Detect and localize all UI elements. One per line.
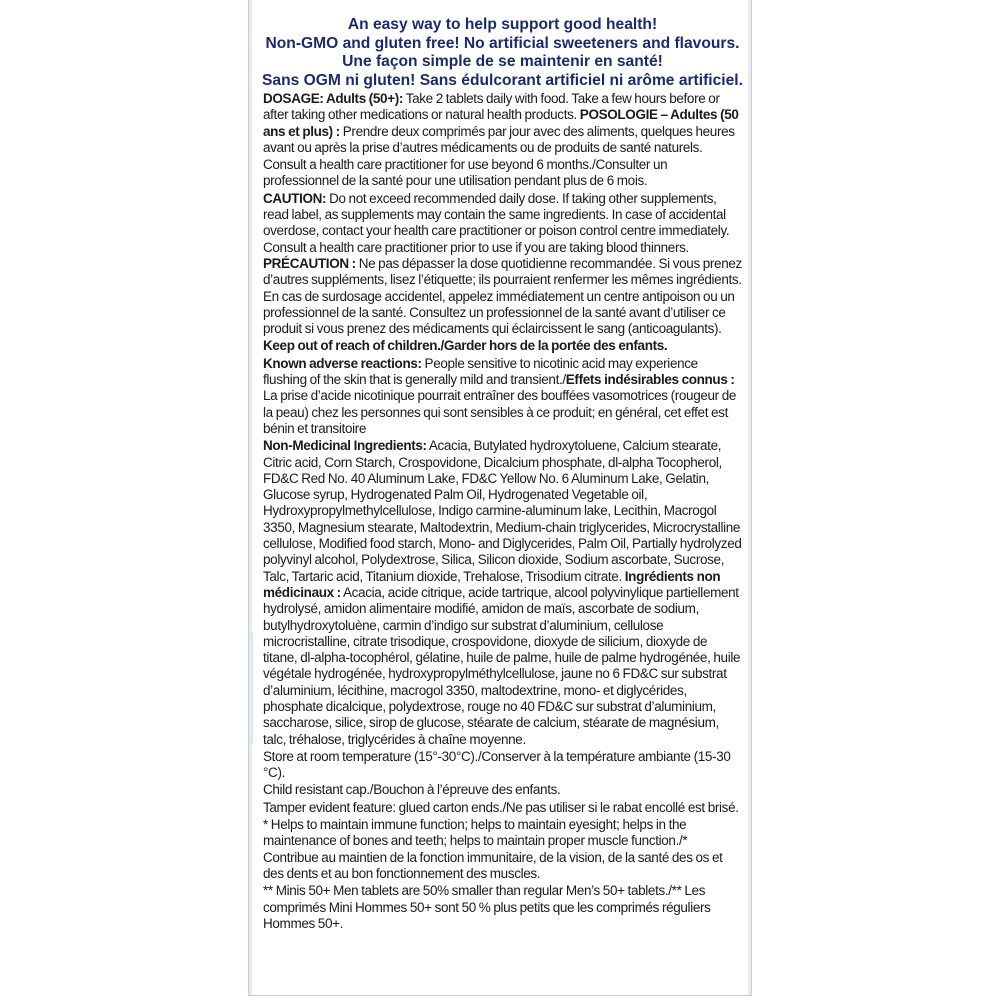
headline-fr-1: Une façon simple de se maintenir en santé!: [342, 53, 663, 70]
tamper-paragraph: Tamper evident feature: glued carton ends./Ne pas utiliser si le rabat encollé est brisé.: [263, 799, 739, 815]
caution-text-fr: Ne pas dépasser la dose quotidienne recommandée. Si vous prenez d’autres suppléments, lisez l’étiquette; ils pourraient renfermer les mêmes ingrédients. En cas de surdosage accidentel, appelez immédiatement un centre antipoison ou un professionnel de la santé. Consultez un professionnel de la santé avant d’utiliser ce produit si vous prenez des médicaments qui éclaircissent le sang (anticoagulants).: [263, 255, 742, 337]
ingredients-paragraph: [263, 438, 742, 748]
caution-text-en: Do not exceed recommended daily dose. If taking other supplements, read label, as supplements may contain the same ingredients. In case of accidental overdose, contact your health care practitioner or poison control centre immediately. Consult a health care practitioner prior to use if you are taking blood thinners.: [263, 190, 730, 255]
headline-en-2: Non-GMO and gluten free! No artificial sweeteners and flavours.: [265, 34, 740, 52]
panel-edge-mark: [251, 632, 253, 744]
adverse-text-en: People sensitive to nicotinic acid may experience flushing of the skin that is generally mild and transient./: [263, 355, 698, 388]
dosage-text-en: Take 2 tablets daily with food. Take a few hours before or after taking other medications or natural health products.: [263, 91, 720, 123]
label-panel: [248, 0, 752, 996]
headline-fr-2: Sans OGM ni gluten! Sans édulcorant artificiel ni arôme artificiel.: [262, 71, 743, 89]
caution-label-en: CAUTION:: [263, 190, 327, 206]
headline-en-1: An easy way to help support good health!: [347, 16, 658, 33]
storage-paragraph: Store at room temperature (15°-30°C)./Conserver à la température ambiante (15-30 °C).: [263, 748, 731, 781]
adverse-label-en: Known adverse reactions:: [263, 355, 422, 371]
keep-out-paragraph: [263, 338, 742, 354]
label-body: [263, 91, 742, 932]
footnote-2: ** Minis 50+ Men tablets are 50% smaller than regular Men’s 50+ tablets./** Les comprimés Mini Hommes 50+ sont 50 % plus petits que les comprimés réguliers Hommes 50+.: [263, 883, 711, 931]
panel-edge-right: [748, 0, 751, 995]
footnote-1: * Helps to maintain immune function; helps to maintain eyesight; helps in the maintenance of bones and teeth; helps to maintain proper muscle function./* Contribue au maintien de la fonction immunitaire, de la vision, de la santé des os et des dents et au bon fonctionnement des muscles.: [263, 817, 723, 881]
adverse-paragraph: [263, 356, 742, 437]
child-cap-paragraph: Child resistant cap./Bouchon à l’épreuve des enfants.: [263, 782, 561, 798]
panel-edge-left: [249, 0, 252, 995]
ingredients-label-fr: Ingrédients non médicinaux :: [263, 568, 721, 600]
ingredients-text-en: Acacia, Butylated hydroxytoluene, Calcium stearate, Citric acid, Corn Starch, Crospovidone, Dicalcium phosphate, dl-alpha Tocopherol, FD&C Red No. 40 Aluminum Lake, FD&C Yellow No. 6 Aluminum Lake, Gelatin, Glucose syrup, Hydrogenated Palm Oil, Hydrogenated Vegetable oil, Hydroxypropylmethylcellulose, Indigo carmine-aluminum lake, Lecithin, Macrogol 3350, Magnesium stearate, Maltodextrin, Medium-chain triglycerides, Microcrystalline cellulose, Modified food starch, Mono- and Diglycerides, Palm Oil, Partially hydrolyzed polyvinyl alcohol, Polydextrose, Silica, Silicon dioxide, Sodium ascorbate, Sucrose, Talc, Tartaric acid, Titanium dioxide, Trehalose, Trisodium citrate.: [263, 438, 742, 584]
ingredients-label-en: Non-Medicinal Ingredients:: [263, 438, 427, 454]
caution-paragraph: [263, 191, 742, 338]
consult-paragraph: Consult a health care practitioner for use beyond 6 months./Consulter un professionnel de la santé pour une utilisation pendant plus de 6 mois.: [263, 157, 668, 189]
ingredients-text-fr: Acacia, acide citrique, acide tartrique, alcool polyvinylique partiellement hydrolysé, amidon alimentaire modifié, amidon de maïs, ascorbate de sodium, butylhydroxytoluène, carmin d’indigo sur substrat d’aluminium, cellulose microcristalline, citrate trisodique, crospovidone, dioxyde de silicium, dioxyde de titane, dl-alpha-tocophérol, gélatine, huile de palme, huile de palme hydrogénée, huile végétale hydrogénée, hydroxypropylméthylcellulose, jaune no 6 FD&C sur substrat d’aluminium, lécithine, macrogol 3350, maltodextrine, mono- et diglycérides, phosphate dicalcique, polydextrose, rouge no 40 FD&C sur substrat d’aluminium, saccharose, silice, sirop de glucose, stéarate de calcium, stéarate de magnésium, talc, tréhalose, triglycérides à chaîne moyenne.: [263, 584, 741, 747]
keep-out-text: Keep out of reach of children./Garder hors de la portée des enfants.: [263, 338, 668, 354]
adverse-text-fr: La prise d’acide nicotinique pourrait entraîner des bouffées vasomotrices (rougeur de la peau) chez les personnes qui sont sensibles à ce produit; en général, cet effet est bénin et transitoire: [263, 388, 737, 436]
dosage-label-en: DOSAGE: Adults (50+):: [263, 91, 404, 106]
dosage-label-fr: POSOLOGIE – Adultes (50 ans et plus) :: [263, 107, 739, 139]
caution-label-fr: PRÉCAUTION :: [263, 255, 356, 271]
dosage-paragraph: [263, 91, 742, 156]
adverse-label-fr: Effets indésirables connus :: [565, 372, 735, 388]
dosage-text-fr: Prendre deux comprimés par jour avec des aliments, quelques heures avant ou après la prise d’autres médicaments ou de produits de santé naturels.: [263, 123, 735, 155]
